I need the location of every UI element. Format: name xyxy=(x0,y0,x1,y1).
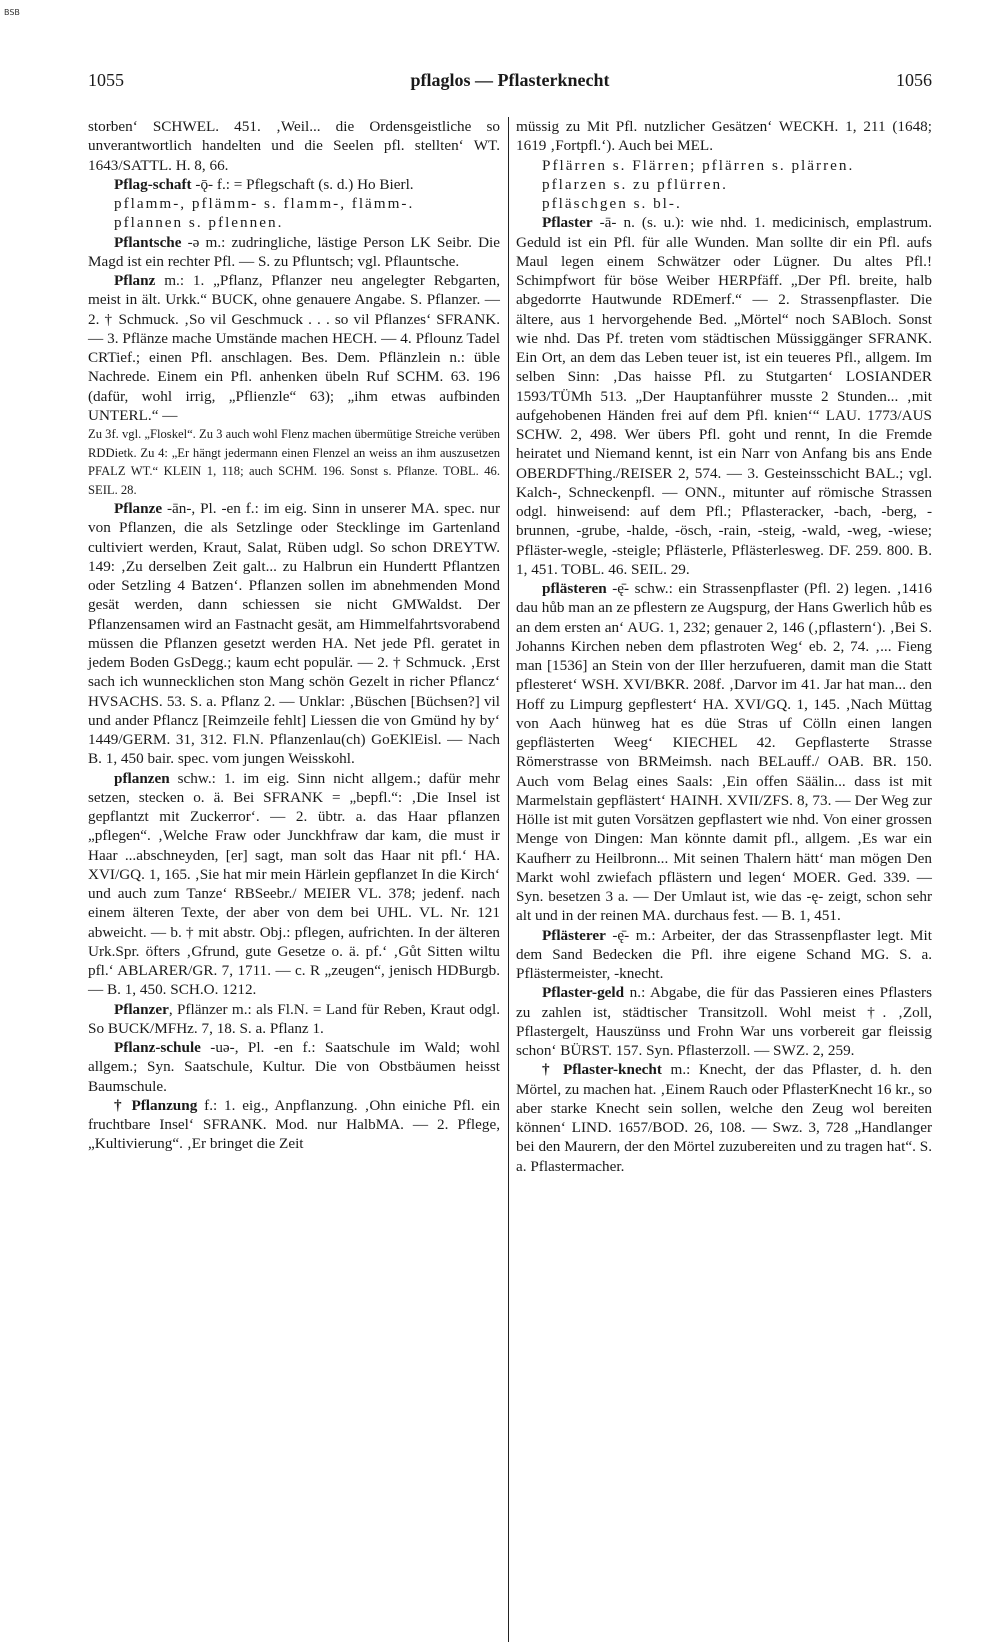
continuation-text: müssig zu Mit Pfl. nutzlicher Gesätzen‘ WECKH. 1, 211 (1648; 1619 ‚Fortpfl.‘). Auch bei MEL. xyxy=(516,118,932,155)
entry-headword: Pflanz xyxy=(114,272,156,289)
cross-reference: pfläschgen s. bl-. xyxy=(542,195,682,212)
dictionary-entry xyxy=(516,983,932,1060)
dictionary-entry xyxy=(88,175,500,194)
right-column xyxy=(516,117,932,1176)
dictionary-entry xyxy=(88,271,500,425)
dictionary-entry xyxy=(516,579,932,926)
entry-text: n.: Abgabe, die für das Passieren eines Pflasters zu zahlen ist, städtischer Transitzoll. Wohl meist †. ‚Zoll, Pflastergelt, Hauszünss und Frohn War uns vorbereit gar fleissig schon‘ BÜRST. 157. Syn. Pflasterzoll. — SWZ. 2, 259. xyxy=(516,984,932,1059)
entry-headword: Pflanzer xyxy=(114,1000,169,1018)
running-title: pflaglos — Pflasterknecht xyxy=(410,70,610,90)
left-column xyxy=(88,117,500,1154)
entry-text: -uə-, Pl. -en f.: Saatschule im Wald; wohl allgem.; Syn. Saatschule, Kultur. Die von Obstbäumen heisst Baumschule. xyxy=(88,1039,500,1095)
column-divider xyxy=(508,117,509,1642)
entry-headword: † Pflanzung xyxy=(114,1096,198,1114)
entry-headword: Pflaster xyxy=(542,214,593,232)
library-stamp: BSB xyxy=(4,8,20,17)
entry-headword: pflanzen xyxy=(114,769,170,787)
entry-text: f.: 1. eig., Anpflanzung. ‚Ohn einiche Pfl. ein fruchtbare Insel‘ SFRANK. Mod. nur HalbMA. — 2. Pflege, „Kultivierung“. ‚Er bringet die Zeit xyxy=(88,1096,500,1153)
entry-text: schw.: 1. im eig. Sinn nicht allgem.; dafür mehr setzen, stecken o. ä. Bei SFRANK = „bepfl.“: ‚Die Insel ist gepflantzt mit Zuckerror‘. — 2. übtr. a. das Haar pflanzen „pflegen“. ‚Welche Fraw oder Junckhfraw dar kam, die must ir Haar ...abschneyden, [er] sagt, man solt das Haar nit pfl.‘ HA. XVI/GQ. 1, 165. ‚Sie hat mir mein Härlein gepflanzet In die Kirch‘ und auch zum Tanze‘ RBSeebr./ MEIER VL. 378; jedenf. nach einem älteren Texte, der aber von dem bei UHL. VL. Nr. 121 abweicht. — b. † mit abstr. Obj.: pflegen, aufrichten. In der älteren Urk.Spr. öfters ‚Gfrund, gute Gesetze o. ä. pf.‘ ‚Gůt Sitten wiltu pfl.‘ ABLARER/GR. 7, 1711. — c. R „zeugen“, jenisch HDBurgb. — B. 1, 450. SCH.O. 1212. xyxy=(88,769,500,999)
entry-text: -ǭ- f.: = Pflegschaft (s. d.) Ho Bierl. xyxy=(191,175,414,193)
entry-text: -ā- n. (s. u.): wie nhd. 1. medicinisch, emplastrum. Geduld ist ein Pfl. für alle Wunden. Man sollte dir ein Pfl. aufs Maul legen einem Schwätzer oder Lügner. Du altes Pfl.! Schimpfwort für böse Weiber HERPfäff. „Der Pfl. breite, halb abgedorrte Hautwunde RDEmerf.“ — 2. Strassenpflaster. Die ältere, aus 1 hervorgehende Bed. „Mörtel“ noch SABloch. Sonst wie nhd. Das Pf. treten vom städtischen Müssiggänger SFRANK. Ein Ort, an dem das Leben teuer ist, ist ein teueres Pfl., allgem. Im selben Sinn: ‚Das haisse Pfl. zu Stutgarten‘ LOSIANDER 1593/TÜMh 513. „Der Hauptanführer musste 2 Stunden... ‚mit aufgehobenen Händen frei auf dem Pfl. knien‘“ LAU. 1773/AUS SCHW. 2, 498. Wer übers Pfl. goht und rennt, In die Fremde heiratet und Niemand kennt, ist ein Narr von Anfang bis ans Ende OBERDFThing./REISER 2, 574. — 3. Gesteinsschicht BAL.; vgl. Kalch-, Schneckenpfl. — ONN., mitunter auf römische Strassen odgl. hinweisend: auf dem Pfl.; Pflasteracker, -bach, -berg, -brunnen, -grube, -halde, -ösch, -rain, -steig, -wald, -weg, -wiese; Pfläster-wegle, -steigle; Pflästerle, Pflästerlesweg. DF. 259. 800. B. 1, 451. TOBL. 46. SEIL. 29. xyxy=(516,214,932,578)
dictionary-entry xyxy=(88,1000,500,1039)
etymology-note: Zu 3f. vgl. „Floskel“. Zu 3 auch wohl Flenz machen übermütige Streiche verüben RDDietk. Zu 4: „Er hängt jedermann einen Flenzel an weiss an ihm auszusetzen PFALZ WT.“ KLEIN 1, 118; auch SCHM. 196. Sonst s. Pflanze. TOBL. 46. SEIL. 28. xyxy=(88,427,500,497)
cross-reference: pflamm-, pflämm- s. flamm-, flämm-. xyxy=(114,195,415,212)
cross-reference: Pflärren s. Flärren; pflärren s. plärren. xyxy=(542,156,855,174)
dictionary-entry xyxy=(88,233,500,272)
dictionary-entry xyxy=(88,1038,500,1096)
page-header xyxy=(88,70,932,100)
entry-text: -ə m.: zudringliche, lästige Person LK Seibr. Die Magd ist ein rechter Pfl. — S. zu Pfluntsch; vgl. Pflauntsche. xyxy=(88,233,500,270)
entry-headword: † Pflaster-knecht xyxy=(542,1061,662,1079)
entry-text: , Pflänzer m.: als Fl.N. = Land für Reben, Kraut odgl. So BUCK/MFHz. 7, 18. S. a. Pflanz 1. xyxy=(88,1000,500,1037)
entry-headword: Pflanze xyxy=(114,500,163,517)
entry-text: -ān-, Pl. -en f.: im eig. Sinn in unserer MA. spec. nur von Pflanzen, die als Setzlinge oder Stecklinge im Gartenland cultiviert werden, Kraut, Salat, Rüben udgl. So schon DREYTW. 149: ‚Zu derselben Zeit galt... zu Halbrun ein Hundertt Pflantzen oder Setzling 4 Batzen‘. Pflanzen sollen im abnehmenden Mond gesät werden, dann schiessen sie nicht GMWaldst. Der Pflanzensamen wird an Fastnacht gesät, am Himmelfahrtsvorabend müssen die Pflanzen gesetzt werden HA. Net jede Pfl. geratet in jedem Boden GsDegg.; kaum echt populär. — 2. † Schmuck. ‚Erst sach ich wunnecklichen ston Mang schön Gezelt in richer Pflancz‘ HVSACHS. 53. S. a. Pflanz 2. — Unklar: ‚Büschen [Büchsen?] vil und ander Pflancz [Reimzeile fehlt] Liessen die von Gmünd hy by‘ 1449/GERM. 31, 312. Fl.N. Pflanzenlau(ch) GoEKlEisl. — Nach B. 1, 450 bair. spec. vom jungen Weisskohl. xyxy=(88,500,500,768)
dictionary-entry xyxy=(516,1060,932,1176)
dictionary-entry xyxy=(88,499,500,769)
page-number-left: 1055 xyxy=(88,70,124,90)
entry-headword: Pflaster-geld xyxy=(542,984,625,1002)
continuation-text: storben‘ SCHWEL. 451. ‚Weil... die Ordensgeistliche so unverantwortlich handelten und die Seelen pfl. stellten‘ WT. 1643/SATTL. H. 8, 66. xyxy=(88,118,500,174)
entry-text: m.: Knecht, der das Pflaster, d. h. den Mörtel, zu machen hat. ‚Einem Rauch oder PflasterKnecht 16 kr., so aber starke Knecht sein sollen, welche den Zeug wol bereiten können‘ LIND. 1657/BOD. 26, 108. — Swz. 3, 728 „Handlanger bei den Maurern, der den Mörtel zuzubereiten und zu tragen hat“. S. a. Pflastermacher. xyxy=(516,1061,932,1175)
entry-headword: Pflästerer xyxy=(542,926,606,944)
cross-reference: pflarzen s. zu pflürren. xyxy=(542,175,728,193)
entry-text: m.: 1. „Pflanz, Pflanzer neu angelegter Rebgarten, meist in ält. Urkk.“ BUCK, ohne genauere Angabe. S. Pflanzer. — 2. † Schmuck. ‚So vil Geschmuck . . . so vil Pflanzes‘ SFRANK. — 3. Pflänze mache Umstände machen HECH. — 4. Pflounz Tadel CRTief.; einen Pfl. anschlagen. Bes. Dem. Pflänzlein n.: üble Nachrede. Einem ein Pfl. anhenken übeln Ruf SCHM. 63. 196 (dafür, wohl irrig, „Pflienzle“ 63); „ihm etwas aufbinden UNTERL.“ — xyxy=(88,272,500,424)
cross-reference: pflannen s. pflennen. xyxy=(114,214,284,232)
entry-headword: pflästeren xyxy=(542,580,607,597)
page-number-right: 1056 xyxy=(896,70,932,90)
entry-headword: Pflag-schaft xyxy=(114,175,192,193)
dictionary-entry xyxy=(88,1096,500,1154)
dictionary-entry xyxy=(88,769,500,1000)
entry-headword: Pflanz-schule xyxy=(114,1039,201,1056)
entry-text: -ę̄- m.: Arbeiter, der das Strassenpflaster legt. Mit dem Sand Bedecken die Pfl. ihre eigene Schand MG. S. a. Pflästermeister, -knecht. xyxy=(516,926,932,982)
entry-text: -ę̄- schw.: ein Strassenpflaster (Pfl. 2) legen. ‚1416 dau hůb man an ze pflestern ze Augspurg, der Hans Gwerlich hůb es an dem ersten an‘ AUG. 1, 232; genauer 2, 146 (‚pflastern‘). ‚Bei S. Johanns Kirchen neben dem pflastroten Weg‘ eb. 2, 74. ‚... Fieng man [1536] an Stein von der Iller herzufueren, damit man die Statt pflesteret‘ WSH. XVI/BKR. 208f. ‚Darvor im 41. Jar hat man... den Hoff zu Limpurg gepflestert‘ HA. XVI/GQ. 1, 145. ‚Nach Müttag von Aach hünweg hat es düe Stras uf Cölln einen langen gepflästerten Weeg‘ KIECHEL 42. Gepflasterte Strasse Römerstrasse von BRMeimsh. nach BELauff./ OAB. BR. 150. Auch vom Belag eines Saals: ‚Ein offen Säälin... dass ist mit Marmelstain gepflästert‘ HAINH. XVII/ZFS. 8, 73. — Der Weg zur Hölle ist mit guten Vorsätzen gepflastert wie nhd. Von einer grossen Menge von Dingen: Man könnte damit pfl., allgem. ‚Es war ein Kaufherr zu Heilbronn... Mit seinen Thalern hätt‘ man mögen Den Markt wohl zwiefach pflästern und legen‘ MOER. Ged. 339. — Syn. besetzen 3 a. — Der Umlaut ist, wie das -ę- zeigt, schon sehr alt und in der reinen MA. durchaus fest. — B. 1, 451. xyxy=(516,580,932,925)
entry-headword: Pflantsche xyxy=(114,233,182,251)
dictionary-entry xyxy=(516,213,932,579)
dictionary-entry xyxy=(516,926,932,984)
